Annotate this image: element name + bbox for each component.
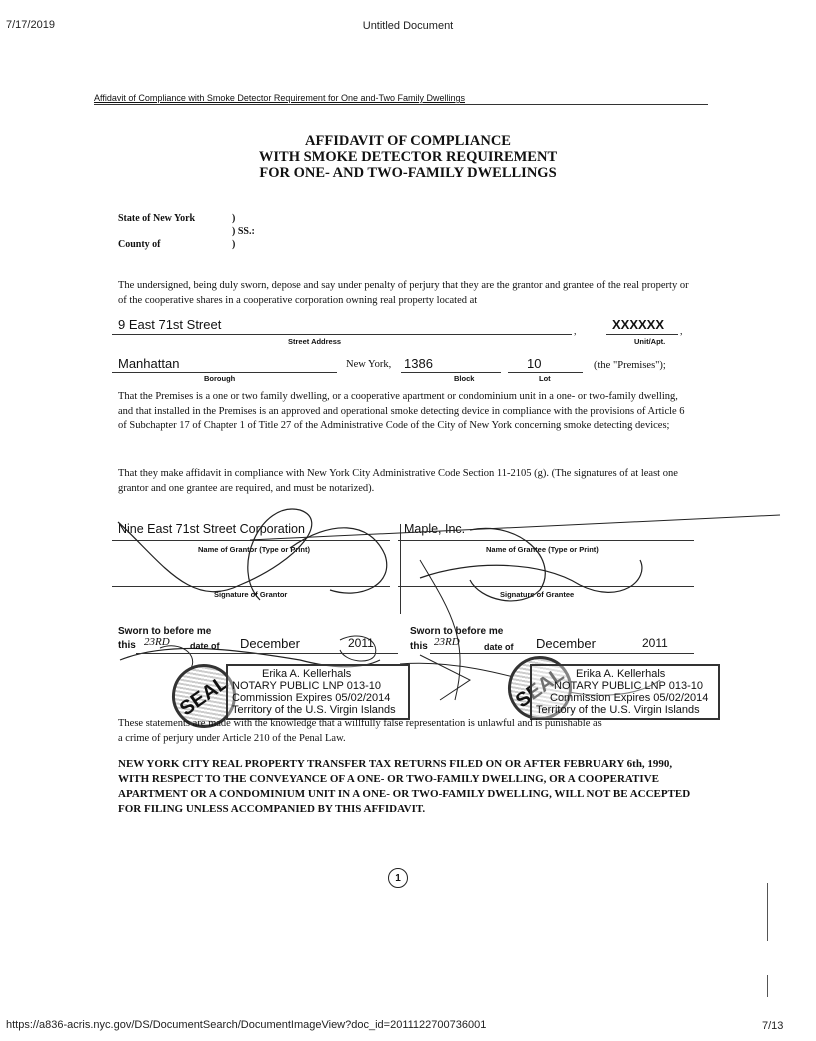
comma-1: ,: [574, 326, 577, 337]
dateof-right-label: date of: [484, 642, 514, 652]
block-value: 1386: [404, 356, 433, 371]
borough-value: Manhattan: [118, 356, 180, 371]
notary-stamp-right-line: Commission Expires 05/02/2014: [550, 692, 709, 704]
street-address-label: Street Address: [288, 337, 342, 346]
sworn-left-label: Sworn to before me: [118, 626, 212, 637]
premises-paragraph: That the Premises is a one or two family dwelling, or a cooperative apartment or condominium unit in a one- or two-family dwelling, and that installed in the Premises is an approved and operational smoke detecting device in compliance with the provisions of Article 6 of Subchapter 17 of Chapter 1 of Title 27 of the Administrative Code of the City of New York concerning smoke detecting devices;: [118, 391, 685, 431]
form-title-1: AFFIDAVIT OF COMPLIANCE: [305, 133, 511, 149]
street-address-value: 9 East 71st Street: [118, 317, 222, 332]
perjury-line-1: These statements are made with the knowledge that a willfully false representation is unlawful and is punishable as: [118, 718, 602, 729]
sworn-right-rule: [430, 653, 694, 654]
margin-mark-1: [767, 883, 768, 941]
margin-mark-2: [767, 975, 768, 997]
month-right-value: December: [536, 636, 596, 651]
comma-2: ,: [680, 326, 683, 337]
venue-paren-1: ): [232, 213, 236, 224]
new-york-label: New York,: [346, 359, 392, 370]
grantee-sig-label: Signature of Grantee: [500, 590, 575, 599]
dateof-left-label: date of: [190, 641, 220, 651]
notary-stamp-left: [226, 664, 410, 720]
month-left-value: December: [240, 636, 300, 651]
filing-notice: NEW YORK CITY REAL PROPERTY TRANSFER TAX RETURNS FILED ON OR AFTER FEBRUARY 6th, 1990, WITH RESPECT TO THE CONVEYANCE OF A ONE- OR TWO-FAMILY DWELLING, OR A COOPERATIVE APARTMENT OR A CONDOMINIUM UNIT IN A ONE- OR TWO-FAMILY DWELLING, WILL NOT BE ACCEPTED FOR FILING UNLESS ACCOMPANIED BY THIS AFFIDAVIT.: [118, 758, 691, 815]
year-right-value: 2011: [642, 636, 668, 650]
grantor-sig-label: Signature of Grantor: [214, 590, 288, 599]
notary-stamp-right-line: NOTARY PUBLIC LNP 013-10: [554, 680, 703, 692]
form-header-line: Affidavit of Compliance with Smoke Detector Requirement for One and-Two Family Dwellings: [94, 93, 465, 103]
unit-label: Unit/Apt.: [634, 337, 666, 346]
year-left-value: 2011: [348, 636, 374, 650]
this-left-label: this: [118, 640, 136, 651]
notary-seal-right: SEAL: [495, 643, 584, 732]
notary-stamp-right-line: Territory of the U.S. Virgin Islands: [536, 704, 700, 716]
venue-paren-3: ): [232, 239, 236, 250]
grantor-name-label: Name of Grantor (Type or Print): [198, 545, 310, 554]
day-left-value: 23RD: [144, 636, 170, 648]
notary-stamp-left-line: Commission Expires 05/02/2014: [232, 692, 391, 704]
notary-stamp-right-line: Erika A. Kellerhals: [576, 668, 666, 680]
notary-stamp-left-line: Territory of the U.S. Virgin Islands: [232, 704, 396, 716]
unit-value: XXXXXX: [612, 317, 665, 332]
notary-stamp-left-line: Erika A. Kellerhals: [262, 668, 352, 680]
intro-paragraph: The undersigned, being duly sworn, depose and say under penalty of perjury that they are the grantor and grantee of the real property or of the cooperative shares in a cooperative corporation owning real property located at: [118, 280, 689, 306]
grantor-name-value: Nine East 71st Street Corporation: [118, 522, 305, 536]
affidavit-paragraph: That they make affidavit in compliance with New York City Administrative Code Section 11-2105 (g). (The signatures of at least one grantor and one grantee are required, and must be notarized).: [118, 468, 678, 494]
print-title: Untitled Document: [362, 20, 454, 32]
notary-seal-left: SEAL: [159, 651, 248, 740]
block-label: Block: [454, 374, 475, 383]
sworn-right-label: Sworn to before me: [410, 626, 504, 637]
day-right-value: 23RD: [434, 636, 460, 648]
state-label: State of New York: [118, 213, 196, 224]
print-date: 7/17/2019: [6, 19, 55, 31]
print-page-count: 7/13: [762, 1020, 784, 1032]
form-title-3: FOR ONE- AND TWO-FAMILY DWELLINGS: [259, 165, 557, 181]
this-right-label: this: [410, 641, 428, 652]
notary-stamp-right: [530, 664, 720, 720]
perjury-line-2: a crime of perjury under Article 210 of the Penal Law.: [118, 733, 346, 744]
borough-label: Borough: [204, 374, 236, 383]
venue-paren-2: ) SS.:: [232, 226, 255, 237]
form-title-2: WITH SMOKE DETECTOR REQUIREMENT: [258, 149, 558, 165]
lot-value: 10: [527, 356, 542, 371]
grantee-name-label: Name of Grantee (Type or Print): [486, 545, 599, 554]
county-label: County of: [118, 239, 161, 250]
page-number: 1: [388, 868, 408, 888]
lot-label: Lot: [539, 374, 551, 383]
print-url: https://a836-acris.nyc.gov/DS/DocumentSearch/DocumentImageView?doc_id=2011122700736001: [6, 1019, 487, 1031]
grantee-name-value: Maple, Inc.: [404, 522, 466, 536]
premises-label: (the "Premises");: [594, 360, 666, 371]
notary-stamp-left-line: NOTARY PUBLIC LNP 013-10: [232, 680, 381, 692]
sworn-left-rule: [136, 653, 398, 654]
